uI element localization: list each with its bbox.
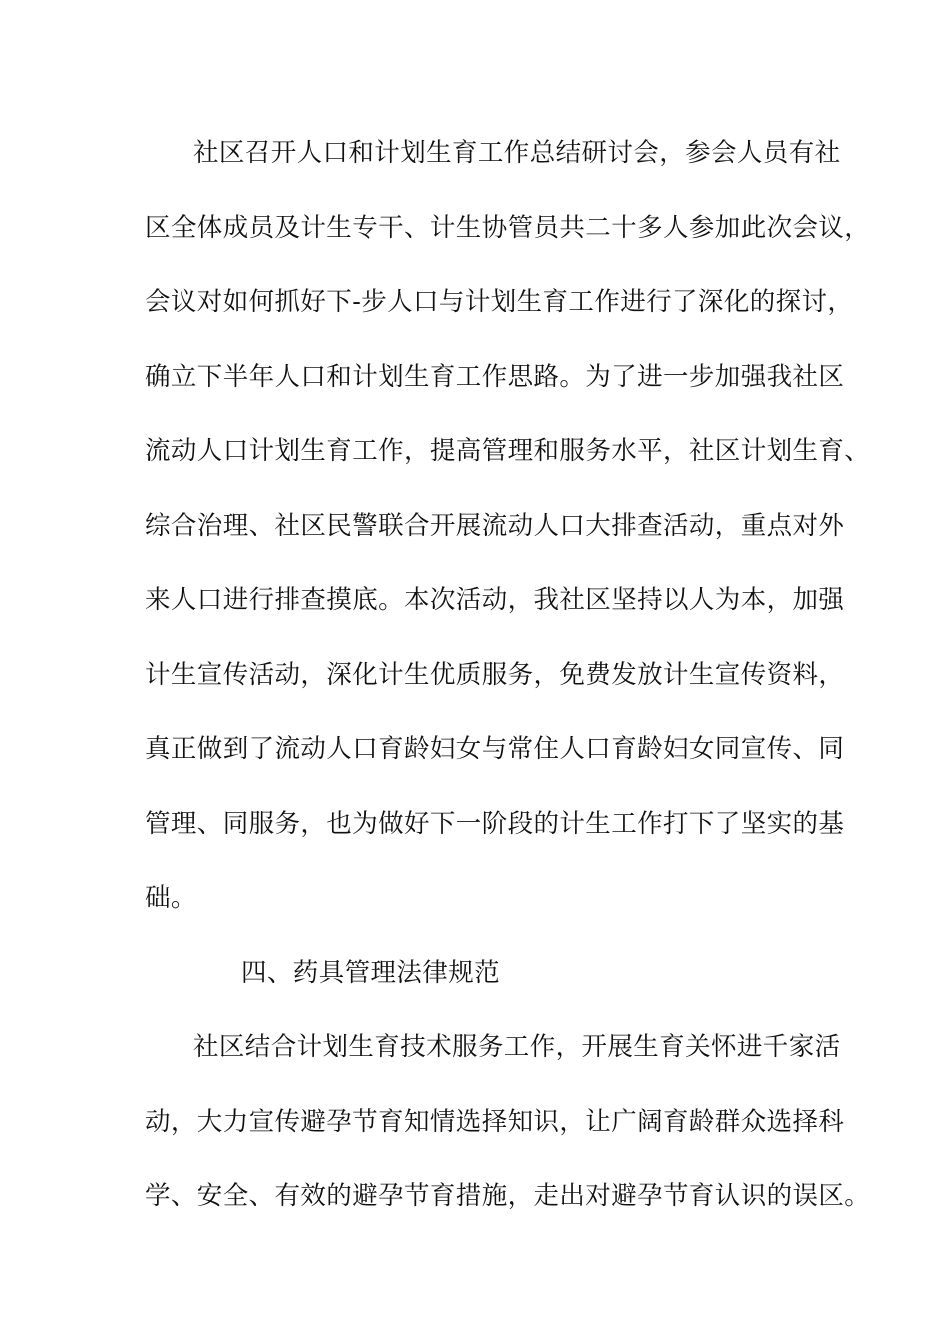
paragraph-1-line-7: 来人口进行排查摸底。本次活动，我社区坚持以人为本，加强 bbox=[145, 585, 845, 615]
paragraph-1-line-11: 础。 bbox=[145, 883, 197, 913]
paragraph-1-line-1: 社区召开人口和计划生育工作总结研讨会，参会人员有社 bbox=[193, 138, 841, 168]
paragraph-2-line-3: 学、安全、有效的避孕节育措施，走出对避孕节育认识的误区。 bbox=[145, 1181, 871, 1211]
paragraph-2-line-2: 动，大力宣传避孕节育知情选择知识，让广阔育龄群众选择科 bbox=[145, 1106, 845, 1137]
paragraph-1-line-4: 确立下半年人口和计划生育工作思路。为了进一步加强我社区 bbox=[145, 361, 845, 392]
document-body bbox=[145, 131, 871, 1249]
section-heading: 四、药具管理法律规范 bbox=[241, 957, 501, 988]
paragraph-1-line-10: 管理、同服务，也为做好下一阶段的计生工作打下了坚实的基 bbox=[145, 808, 845, 839]
paragraph-1-line-6: 综合治理、社区民警联合开展流动人口大排查活动，重点对外 bbox=[145, 510, 845, 541]
paragraph-1-line-8: 计生宣传活动，深化计生优质服务，免费发放计生宣传资料， bbox=[145, 659, 845, 690]
paragraph-1-line-9: 真正做到了流动人口育龄妇女与常住人口育龄妇女同宣传、同 bbox=[145, 734, 845, 764]
paragraph-1-line-5: 流动人口计划生育工作，提高管理和服务水平，社区计划生育、 bbox=[145, 436, 871, 466]
paragraph-2-line-1: 社区结合计划生育技术服务工作，开展生育关怀进千家活 bbox=[193, 1032, 841, 1062]
paragraph-1-line-3: 会议对如何抓好下-步人口与计划生育工作进行了深化的探讨， bbox=[145, 287, 854, 317]
paragraph-1-line-2: 区全体成员及计生专干、计生协管员共二十多人参加此次会议， bbox=[145, 212, 871, 243]
